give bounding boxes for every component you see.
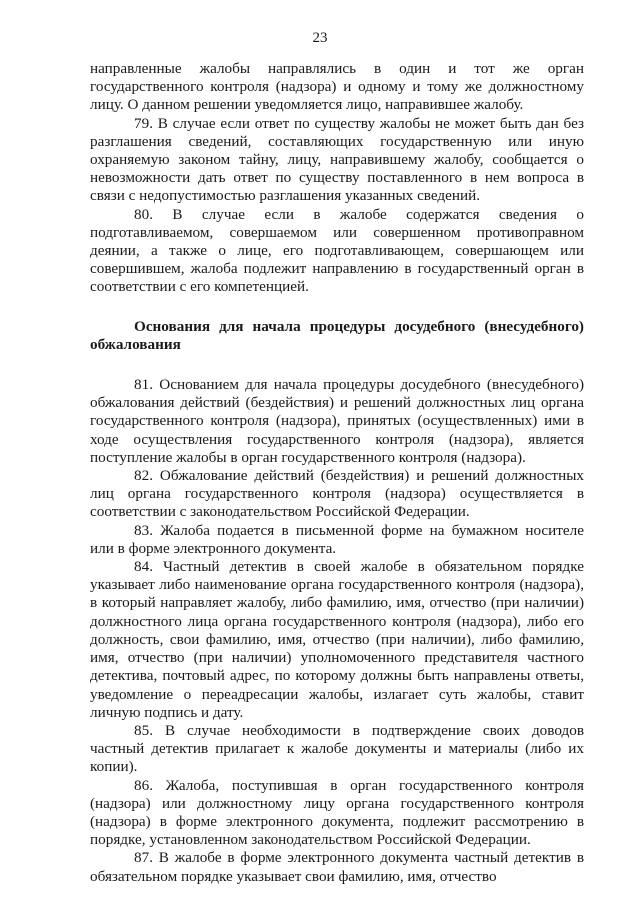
paragraph-84: 84. Частный детектив в своей жалобе в обязательном порядке указывает либо наименование органа государственного контроля (надзора), в который направляет жалобу, либо фамилию, имя, отчество (при наличии) должностного лица органа государственного контроля (надзора), либо его должность, свои фамилию, имя, отчество (при наличии), либо фамилию, имя, отчество (при наличии) уполномоченного представителя частного детектива, почтовый адрес, по которому должны быть направлены ответы, уведомление о переадресации жалобы, излагает суть жалобы, ставит личную подпись и дату. <box>90 558 584 721</box>
paragraph-83: 83. Жалоба подается в письменной форме на бумажном носителе или в форме электронного документа. <box>90 521 584 557</box>
paragraph-85: 85. В случае необходимости в подтверждение своих доводов частный детектив прилагает к жалобе документы и материалы (либо их копии). <box>90 721 584 776</box>
paragraph-87: 87. В жалобе в форме электронного документа частный детектив в обязательном порядке указывает свои фамилию, имя, отчество <box>90 849 584 885</box>
paragraph-82: 82. Обжалование действий (бездействия) и решений должностных лиц органа государственного контроля (надзора) осуществляется в соответствии с законодательством Российской Федерации. <box>90 467 584 521</box>
page-number: 23 <box>312 30 328 46</box>
document-body <box>90 60 584 886</box>
paragraph-80: 80. В случае если в жалобе содержатся сведения о подготавливаемом, совершаемом или совершенном противоправном деянии, а также о лице, его подготавливающем, совершающем или совершившем, жалоба подлежит направлению в государственный орган в соответствии с его компетенцией. <box>90 205 584 296</box>
paragraph-79: 79. В случае если ответ по существу жалобы не может быть дан без разглашения сведений, составляющих государственную или иную охраняемую законом тайну, лицу, направившему жалобу, сообщается о невозможности дать ответ по существу поставленного в нем вопроса в связи с недопустимостью разглашения указанных сведений. <box>90 114 584 205</box>
paragraph-81: 81. Основанием для начала процедуры досудебного (внесудебного) обжалования действий (бездействия) и решений должностных лиц органа государственного контроля (надзора), принятых (осуществленных) ими в ходе осуществления государственного контроля (надзора), является поступление жалобы в орган государственного контроля (надзора). <box>90 376 584 466</box>
paragraph-86: 86. Жалоба, поступившая в орган государственного контроля (надзора) или должностному лицу органа государственного контроля (надзора) в форме электронного документа, подлежит рассмотрению в порядке, установленном законодательством Российской Федерации. <box>90 776 584 849</box>
section-heading: Основания для начала процедуры досудебного (внесудебного) обжалования <box>90 317 584 353</box>
paragraph-continuation: направленные жалобы направлялись в один и тот же орган государственного контроля (надзора) и одному и тому же должностному лицу. О данном решении уведомляется лицо, направившее жалобу. <box>90 60 584 114</box>
